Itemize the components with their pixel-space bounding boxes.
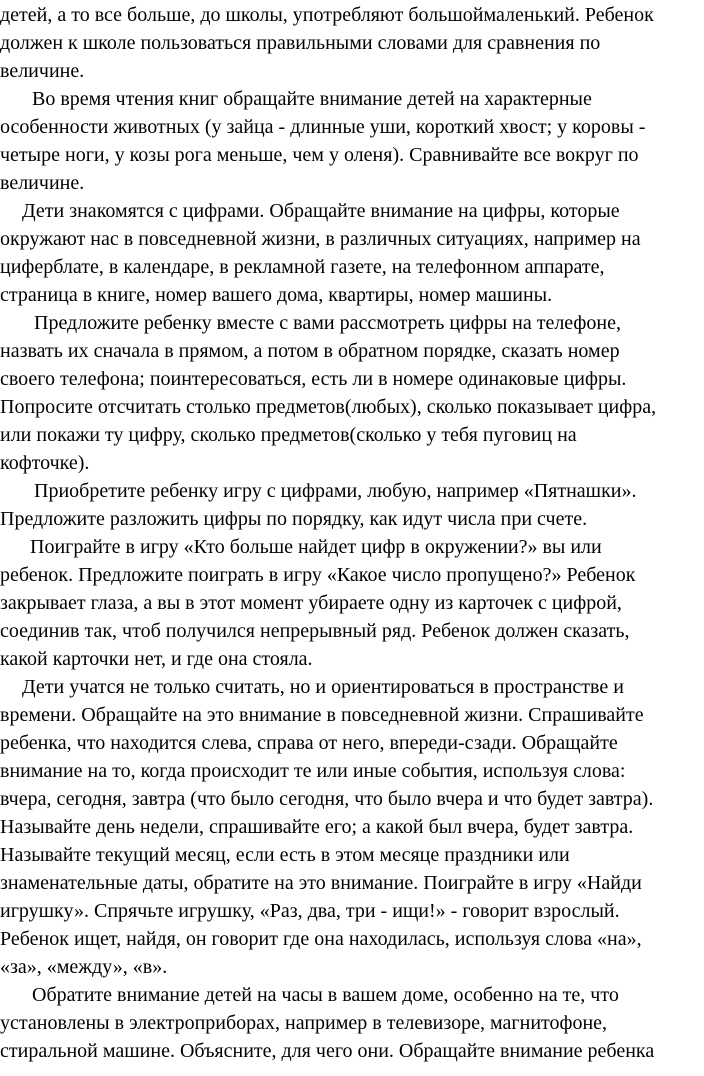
text-line: соединив так, чтоб получился непрерывный ряд. Ребенок должен сказать, [0,620,630,642]
text-line: времени. Обращайте на это внимание в повседневной жизни. Спрашивайте [0,704,644,726]
text-line: Ребенок ищет, найдя, он говорит где она находилась, используя слова «на», [0,928,642,950]
text-line: какой карточки нет, и где она стояла. [0,648,313,670]
text-line: Дети знакомятся с цифрами. Обращайте внимание на цифры, которые [22,200,620,222]
text-line: четыре ноги, у козы рога меньше, чем у оленя). Сравнивайте все вокруг по [0,144,639,166]
text-line: игрушку». Спрячьте игрушку, «Раз, два, три - ищи!» - говорит взрослый. [0,900,620,922]
text-line: «за», «между», «в». [0,956,168,978]
text-line: Приобретите ребенку игру с цифрами, любую, например «Пятнашки». [34,480,637,502]
text-line: особенности животных (у зайца - длинные уши, короткий хвост; у коровы - [0,116,646,138]
text-line: ребенок. Предложите поиграть в игру «Какое число пропущено?» Ребенок [0,564,636,586]
text-line: стиральной машине. Объясните, для чего они. Обращайте внимание ребенка [0,1040,655,1062]
text-line: закрывает глаза, а вы в этот момент убираете одну из карточек с цифрой, [0,592,622,614]
text-line: циферблате, в календаре, в рекламной газете, на телефонном аппарате, [0,256,605,278]
text-line: Дети учатся не только считать, но и ориентироваться в пространстве и [22,676,624,698]
text-line: ребенка, что находится слева, справа от него, впереди-сзади. Обращайте [0,732,618,754]
text-line: страница в книге, номер вашего дома, квартиры, номер машины. [0,284,553,306]
text-line: знаменательные даты, обратите на это внимание. Поиграйте в игру «Найди [0,872,642,894]
text-line: своего телефона; поинтересоваться, есть ли в номере одинаковые цифры. [0,368,627,390]
text-line: или покажи ту цифру, сколько предметов(сколько у тебя пуговиц на [0,424,577,446]
text-line: Во время чтения книг обращайте внимание детей на характерные [32,88,592,110]
text-line: величине. [0,172,85,194]
text-line: Называйте день недели, спрашивайте его; а какой был вчера, будет завтра. [0,816,634,838]
text-line: назвать их сначала в прямом, а потом в обратном порядке, сказать номер [0,340,620,362]
text-line: Предложите разложить цифры по порядку, как идут числа при счете. [0,508,588,530]
text-line: Обратите внимание детей на часы в вашем доме, особенно на те, что [32,984,619,1006]
text-line: величине. [0,60,85,82]
text-line: Поиграйте в игру «Кто больше найдет цифр в окружении?» вы или [30,536,602,558]
text-line: Называйте текущий месяц, если есть в этом месяце праздники или [0,844,570,866]
text-line: Попросите отсчитать столько предметов(любых), сколько показывает цифра, [0,396,657,418]
text-line: Предложите ребенку вместе с вами рассмотреть цифры на телефоне, [34,312,621,334]
text-line: детей, а то все больше, до школы, употребляют большоймаленький. Ребенок [0,4,654,26]
text-line: кофточке). [0,452,90,474]
text-line: окружают нас в повседневной жизни, в различных ситуациях, например на [0,228,641,250]
text-line: должен к школе пользоваться правильными словами для сравнения по [0,32,601,54]
text-line: внимание на то, когда происходит те или иные события, используя слова: [0,760,626,782]
text-line: вчера, сегодня, завтра (что было сегодня, что было вчера и что будет завтра). [0,788,654,810]
text-line: установлены в электроприборах, например в телевизоре, магнитофоне, [0,1012,608,1034]
